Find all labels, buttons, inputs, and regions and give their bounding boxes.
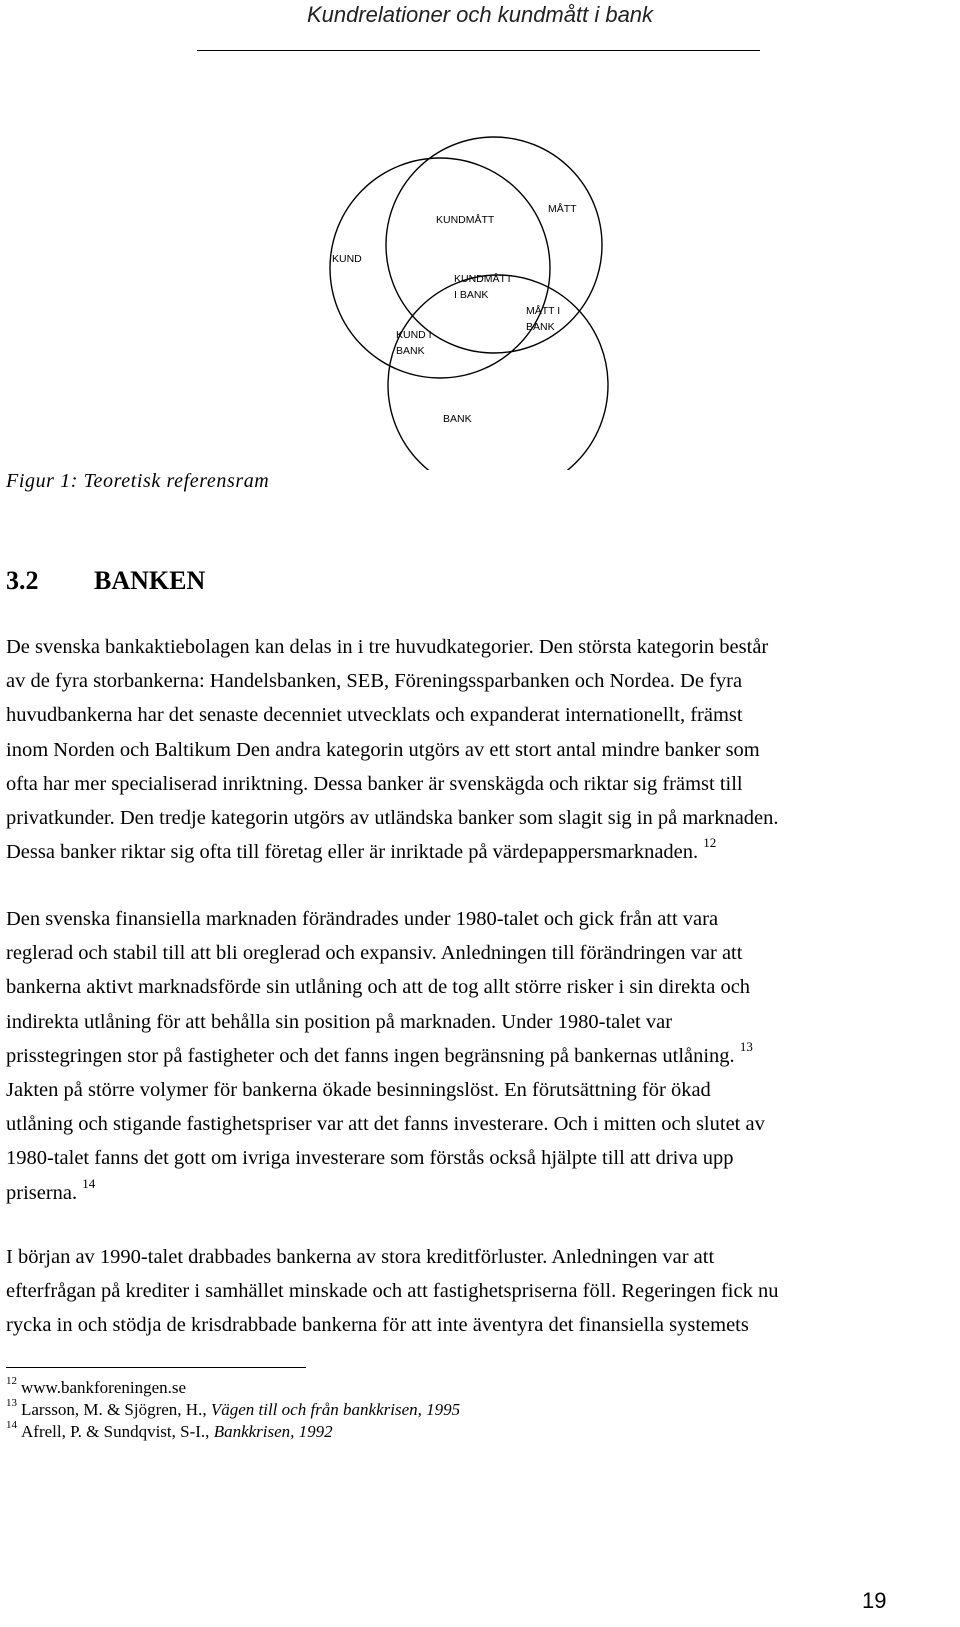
paragraph-line: utlåning och stigande fastighetspriser var att det fanns investerare. Och i mitten och slutet av [6, 1113, 765, 1136]
footnote-text: www.bankforeningen.se [21, 1378, 187, 1397]
page-header [0, 0, 960, 56]
label-kund-i-bank-2: BANK [396, 345, 425, 357]
paragraph-1 [6, 630, 936, 869]
label-matt-i-bank-1: MÅTT I [526, 305, 561, 317]
paragraph-line: efterfrågan på krediter i samhället minskade och att fastighetspriserna föll. Regeringen fick nu [6, 1280, 779, 1303]
circle-kund [330, 158, 550, 378]
paragraph-line: De svenska bankaktiebolagen kan delas in i tre huvudkategorier. Den största kategorin består [6, 636, 769, 658]
label-kund: KUND [332, 253, 362, 265]
paragraph-line: Den svenska finansiella marknaden förändrades under 1980-talet och gick från att vara [6, 908, 719, 930]
label-matt-i-bank-2: BANK [526, 321, 555, 333]
running-title: Kundrelationer och kundmått i bank [306, 2, 654, 27]
paragraph-line: indirekta utlåning för att behålla sin position på marknaden. Under 1980-talet var [6, 1010, 673, 1033]
label-kundmatt: KUNDMÅTT [436, 214, 495, 226]
header-rule [197, 50, 760, 51]
paragraph-line: 1980-talet fanns det gott om ivriga investerare som förstås också hjälpte till att driva upp [6, 1147, 734, 1170]
label-kundmatt-i-bank-1: KUNDMÅTT [454, 273, 513, 285]
paragraph-line: privatkunder. Den tredje kategorin utgörs av utländska banker som slagit sig in på marknaden. [6, 807, 779, 830]
label-matt: MÅTT [548, 203, 577, 215]
footnote-ref: 13 [739, 1038, 753, 1054]
paragraph-line-last [6, 835, 936, 869]
paragraph-line: bankerna aktivt marknadsförde sin utlåning och att de tog allt större risker i sin direkta och [6, 976, 751, 999]
paragraph-line: inom Norden och Baltikum Den andra kategorin utgörs av ett stort antal mindre banker som [6, 738, 760, 761]
paragraph-line: Jakten på större volymer för bankerna ökade besinningslöst. En förutsättning för ökad [6, 1079, 711, 1102]
circle-bank [388, 275, 608, 470]
footnote-title: Vägen till och från bankkrisen, 1995 [210, 1400, 461, 1419]
footnote-ref: 12 [703, 835, 717, 851]
section-title: BANKEN [94, 566, 206, 595]
footnote-number: 12 [6, 1375, 17, 1387]
paragraph-line-ref [6, 1039, 936, 1073]
page-number: 19 [862, 1588, 887, 1613]
paragraph-text: Dessa banker riktar sig ofta till företag eller är inriktade på värdepappersmarknaden. [6, 841, 699, 864]
paragraph-line: av de fyra storbankerna: Handelsbanken, SEB, Föreningssparbanken och Nordea. De fyra [6, 670, 743, 693]
figure-caption: Figur 1: Teoretisk referensram [6, 470, 270, 492]
paragraph-3 [6, 1240, 936, 1343]
footnote-number: 14 [6, 1419, 17, 1431]
footnote-item [6, 1397, 461, 1422]
footnote-item [6, 1375, 460, 1400]
section-number: 3.2 [6, 566, 39, 595]
paragraph-line: reglerad och stabil till att bli oreglerad och expansiv. Anledningen till förändringen var att [6, 942, 743, 965]
footnote-ref: 14 [82, 1175, 96, 1191]
paragraph-line: rycka in och stödja de krisdrabbade bankerna för att inte äventyra det finansiella systemets [6, 1314, 749, 1337]
label-kundmatt-i-bank-2: I BANK [454, 289, 489, 301]
footnote-text: Larsson, M. & Sjögren, H., [21, 1400, 211, 1419]
paragraph-line-ref [6, 1176, 936, 1210]
footnote-title: Bankkrisen, 1992 [213, 1422, 333, 1441]
circle-matt [386, 137, 602, 353]
paragraph-line: ofta har mer specialiserad inriktning. Dessa banker är svenskägda och riktar sig främst till [6, 772, 743, 795]
label-bank: BANK [443, 413, 472, 425]
paragraph-text: priserna. [6, 1181, 78, 1204]
footnote-text: Afrell, P. & Sundqvist, S-I., [21, 1422, 214, 1441]
footnote-rule [6, 1367, 306, 1368]
paragraph-text: prisstegringen stor på fastigheter och det fanns ingen begränsning på bankernas utlåning. [6, 1044, 735, 1067]
label-kund-i-bank-1: KUND I [396, 329, 432, 341]
footnote-number: 13 [6, 1397, 17, 1409]
footnote-item [6, 1419, 460, 1444]
footnotes [6, 1375, 461, 1444]
section-heading [6, 566, 205, 596]
paragraph-line: I början av 1990-talet drabbades bankerna av stora kreditförluster. Anledningen var att [6, 1246, 715, 1268]
paragraph-line: huvudbankerna har det senaste decenniet utvecklats och expanderat internationellt, främst [6, 704, 743, 727]
venn-diagram [320, 130, 640, 470]
paragraph-2 [6, 902, 936, 1210]
